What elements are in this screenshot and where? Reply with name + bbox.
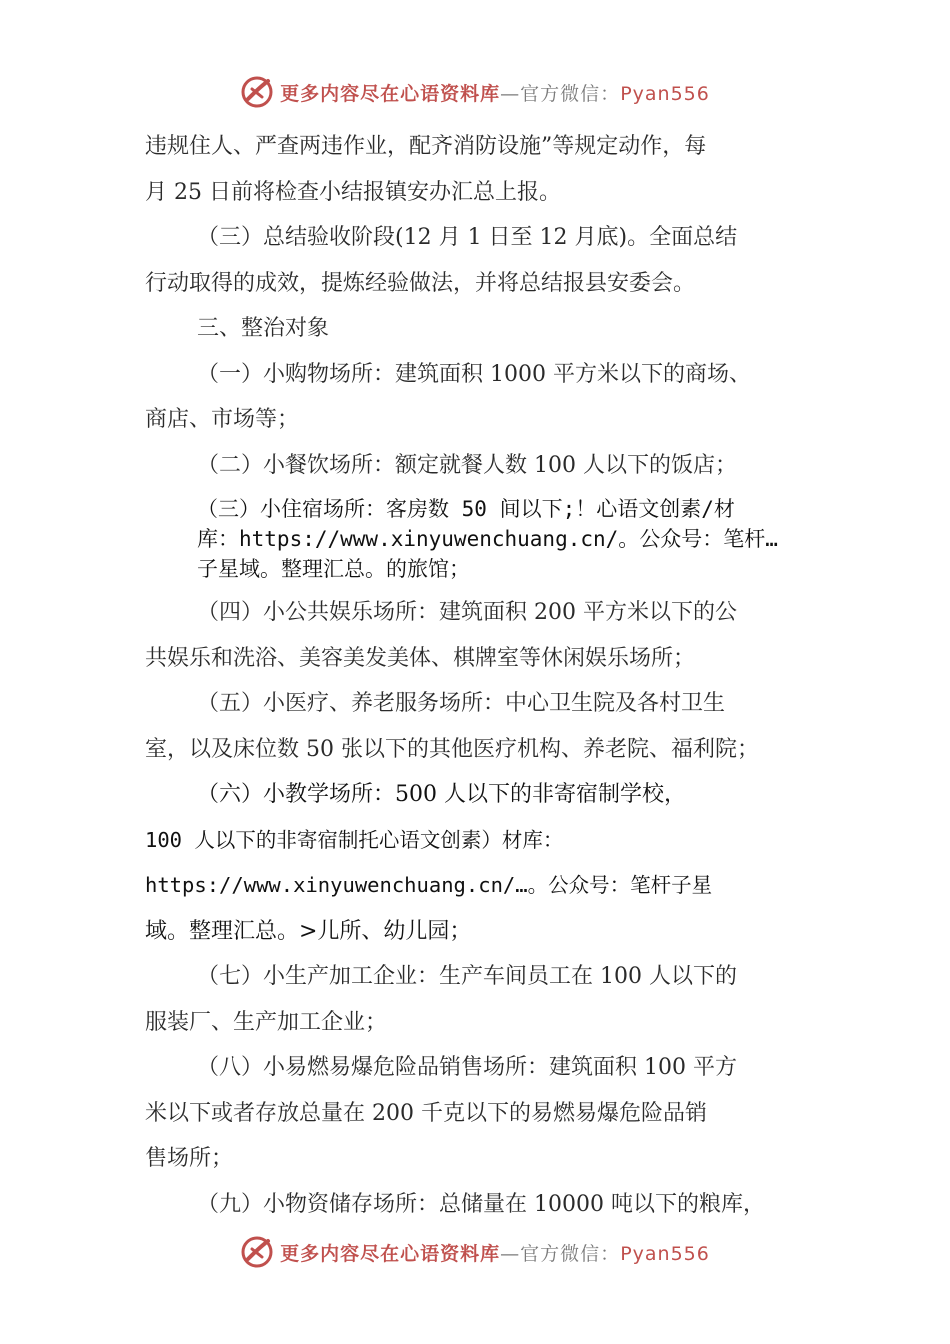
text-line: 行动取得的成效，提炼经验做法，并将总结报县安委会。 <box>145 270 696 296</box>
text-line: 米以下或者存放总量在 200 千克以下的易燃易爆危险品销 <box>145 1100 707 1126</box>
text-line: （四）小公共娱乐场所：建筑面积 200 平方米以下的公 <box>197 600 737 625</box>
text-line: 月 25 日前将检查小结报镇安办汇总上报。 <box>145 179 561 205</box>
text-line: 100 人以下的非寄宿制托心语文创素）材库： <box>145 827 564 852</box>
paragraph-item-3 <box>145 488 825 590</box>
text-line: https://www.xinyuwenchuang.cn/…。公众号：笔杆子星 <box>145 873 713 897</box>
text-line: 库：https://www.xinyuwenchuang.cn/。公众号：笔杆… <box>197 527 778 551</box>
text-line: 服装厂、生产加工企业； <box>145 1009 388 1035</box>
paragraph-continuation <box>145 124 825 215</box>
text-line: （三）小住宿场所：客房数 50 间以下;！心语文创素/材 <box>197 497 735 521</box>
text-line: 室，以及床位数 50 张以下的其他医疗机构、养老院、福利院； <box>145 736 759 762</box>
text-line: 子星域。整理汇总。的旅馆； <box>197 557 470 581</box>
text-line: 售场所； <box>145 1146 234 1171</box>
brush-logo-icon <box>240 75 274 109</box>
text-line: （二）小餐饮场所：额定就餐人数 100 人以下的饭店； <box>197 452 737 478</box>
document-body <box>145 124 825 1227</box>
paragraph-item-4 <box>145 590 825 681</box>
footer-watermark-banner <box>0 1232 950 1272</box>
text-line: 违规住人、严查两违作业，配齐消防设施”等规定动作，每 <box>145 134 707 159</box>
brush-logo-icon <box>240 1235 274 1269</box>
paragraph-summary-stage <box>145 215 825 306</box>
text-line: 商店、市场等； <box>145 407 300 432</box>
text-line: 三、整治对象 <box>197 316 330 341</box>
section-heading <box>145 306 825 352</box>
paragraph-item-5 <box>145 681 825 772</box>
text-line: 域。整理汇总。>儿所、幼儿园； <box>145 918 472 944</box>
banner-id-text: Pyan556 <box>620 82 710 105</box>
text-line: （五）小医疗、养老服务场所：中心卫生院及各村卫生 <box>197 691 726 716</box>
text-line: （六）小教学场所：500 人以下的非寄宿制学校， <box>197 782 686 807</box>
text-line: （一）小购物场所：建筑面积 1000 平方米以下的商场、 <box>197 361 751 387</box>
paragraph-item-7 <box>145 954 825 1045</box>
paragraph-item-2 <box>145 443 825 489</box>
banner-sep-text: —官方微信： <box>500 82 621 105</box>
banner-id-text: Pyan556 <box>620 1242 710 1265</box>
banner-main-text: 更多内容尽在心语资料库 <box>280 1242 501 1265</box>
header-watermark-banner <box>0 72 950 112</box>
banner-main-text: 更多内容尽在心语资料库 <box>280 82 501 105</box>
banner-text <box>280 1239 710 1266</box>
paragraph-item-9 <box>145 1182 825 1228</box>
text-line: 共娱乐和洗浴、美容美发美体、棋牌室等休闲娱乐场所； <box>145 645 696 671</box>
text-line: （三）总结验收阶段(12 月 1 日至 12 月底)。全面总结 <box>197 225 738 250</box>
text-line: （九）小物资储存场所：总储量在 10000 吨以下的粮库， <box>197 1191 765 1217</box>
text-line: （八）小易燃易爆危险品销售场所：建筑面积 100 平方 <box>197 1055 737 1080</box>
text-line: （七）小生产加工企业：生产车间员工在 100 人以下的 <box>197 964 737 989</box>
paragraph-item-1 <box>145 352 825 443</box>
paragraph-item-6 <box>145 772 825 954</box>
banner-text <box>280 79 710 106</box>
banner-sep-text: —官方微信： <box>500 1242 621 1265</box>
paragraph-item-8 <box>145 1045 825 1182</box>
